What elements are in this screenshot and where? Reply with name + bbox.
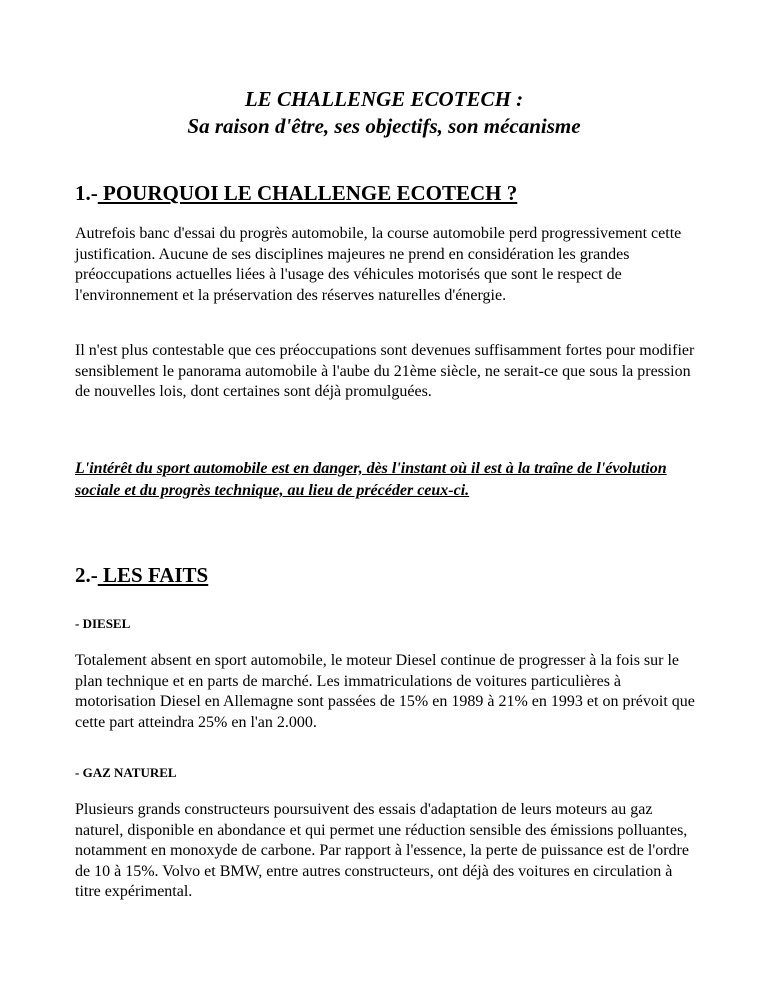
section-1-paragraph-1: Autrefois banc d'essai du progrès automobile, la course automobile perd progressivement cette justification. Aucune de ses disciplines majeures ne prend en considération les grandes préoccupations actuelles liées à l'usage des véhicules motorisés que sont le respect de l'environnement et la préservation des réserves naturelles d'énergie. xyxy=(75,225,682,304)
section-1-warning: L'intérêt du sport automobile est en danger, dès l'instant où il est à la traîne de l'évolution sociale et du progrès technique, au lieu de précéder ceux-ci. xyxy=(75,460,667,499)
diesel-paragraph: Totalement absent en sport automobile, le moteur Diesel continue de progresser à la fois sur le plan technique et en parts de marché. Les immatriculations de voitures particulières à motorisation Diesel en Allemagne sont passées de 15% en 1989 à 21% en 1993 et on prévoit que cette part atteindra 25% en l'an 2.000. xyxy=(75,652,695,731)
section-1-heading xyxy=(75,180,517,206)
section-2-number: 2.- xyxy=(75,563,98,587)
section-1-title: POURQUOI LE CHALLENGE ECOTECH ? xyxy=(97,181,518,205)
gaz-naturel-heading: - GAZ NATUREL xyxy=(75,765,177,780)
section-1-paragraph-2: Il n'est plus contestable que ces préoccupations sont devenues suffisamment fortes pour modifier sensiblement le panorama automobile à l'aube du 21ème siècle, ne serait-ce que sous la pression de nouvelles lois, dont certaines sont déjà promulguées. xyxy=(75,342,695,400)
section-2-title: LES FAITS xyxy=(97,563,209,587)
section-2-heading xyxy=(75,562,208,588)
diesel-heading: - DIESEL xyxy=(75,616,131,631)
document-subtitle: Sa raison d'être, ses objectifs, son mécanisme xyxy=(187,114,581,138)
gaz-naturel-paragraph: Plusieurs grands constructeurs poursuivent des essais d'adaptation de leurs moteurs au gaz naturel, disponible en abondance et qui permet une réduction sensible des émissions polluantes, notamment en monoxyde de carbone. Par rapport à l'essence, la perte de puissance est de l'ordre de 10 à 15%. Volvo et BMW, entre autres constructeurs, ont déjà des voitures en circulation à titre expérimental. xyxy=(75,801,689,900)
document-title: LE CHALLENGE ECOTECH : xyxy=(244,87,524,111)
section-1-number: 1.- xyxy=(75,181,98,205)
